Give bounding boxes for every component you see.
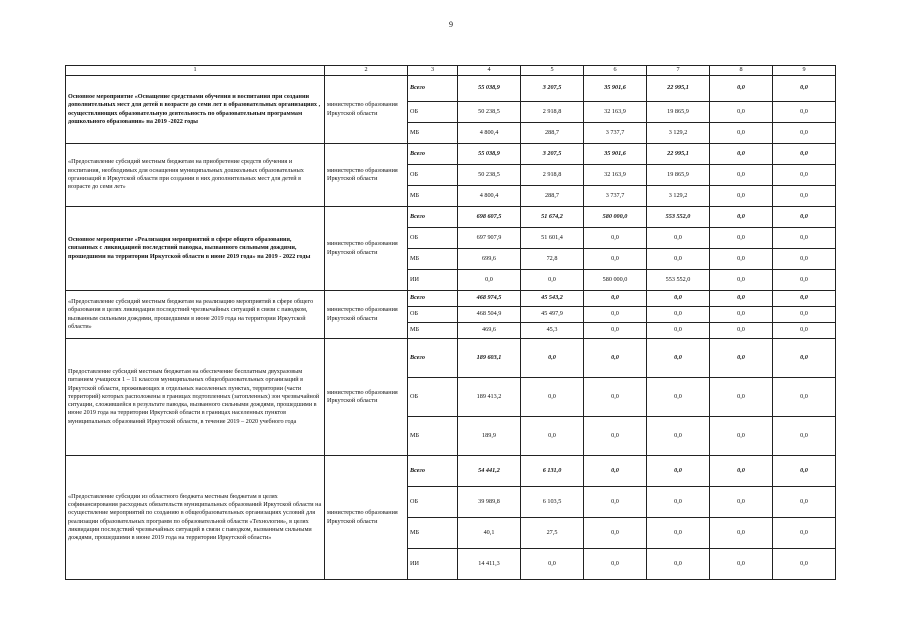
amount-cell: 0,0 [458, 270, 521, 291]
amount-cell: 0,0 [773, 339, 836, 378]
amount-cell: 0,0 [710, 186, 773, 207]
header-cell: 4 [458, 66, 521, 76]
amount-cell: 288,7 [521, 186, 584, 207]
amount-cell: 0,0 [710, 307, 773, 323]
amount-cell: 0,0 [773, 456, 836, 487]
amount-cell: 3 207,5 [521, 144, 584, 165]
amount-cell: 3 737,7 [584, 186, 647, 207]
executor: министерство образования Иркутской области [325, 144, 408, 207]
amount-cell: 0,0 [710, 518, 773, 549]
funding-source: Всего [408, 339, 458, 378]
amount-cell: 469,6 [458, 323, 521, 339]
amount-cell: 0,0 [773, 417, 836, 456]
funding-source: МБ [408, 323, 458, 339]
amount-cell: 3 129,2 [647, 123, 710, 144]
measure-name: «Предоставление субсидий местным бюджетам на реализацию мероприятий в сфере общего образования в целях ликвидации последствий чрезвычайных ситуаций в связи с паводком, вызванным сильными дождями, прошедшими в июне 2019 года на территории Иркутской области» [66, 291, 325, 339]
amount-cell: 0,0 [584, 323, 647, 339]
amount-cell: 45 543,2 [521, 291, 584, 307]
amount-cell: 0,0 [710, 487, 773, 518]
amount-cell: 0,0 [710, 417, 773, 456]
amount-cell: 288,7 [521, 123, 584, 144]
amount-cell: 72,8 [521, 249, 584, 270]
amount-cell: 0,0 [710, 323, 773, 339]
amount-cell: 0,0 [584, 378, 647, 417]
amount-cell: 0,0 [584, 487, 647, 518]
amount-cell: 0,0 [773, 291, 836, 307]
measure-name: Основное мероприятие «Реализация мероприятий в сфере общего образования, связанных с ликвидацией последствий паводка, вызванного сильными дождями, прошедшими на территории Иркутской области в июне 2019 года» на 2019 - 2022 годы [66, 207, 325, 291]
amount-cell: 50 238,5 [458, 102, 521, 123]
amount-cell: 0,0 [773, 487, 836, 518]
amount-cell: 45,3 [521, 323, 584, 339]
amount-cell: 3 737,7 [584, 123, 647, 144]
amount-cell: 32 163,9 [584, 102, 647, 123]
amount-cell: 0,0 [773, 76, 836, 102]
amount-cell: 0,0 [710, 102, 773, 123]
funding-source: ОБ [408, 228, 458, 249]
amount-cell: 553 552,0 [647, 207, 710, 228]
amount-cell: 553 552,0 [647, 270, 710, 291]
amount-cell: 0,0 [521, 378, 584, 417]
amount-cell: 0,0 [710, 249, 773, 270]
page-number: 9 [449, 20, 453, 29]
amount-cell: 189 413,2 [458, 378, 521, 417]
funding-source: МБ [408, 417, 458, 456]
table-body [66, 76, 836, 580]
amount-cell: 0,0 [584, 307, 647, 323]
amount-cell: 22 995,1 [647, 76, 710, 102]
amount-cell: 6 103,5 [521, 487, 584, 518]
amount-cell: 2 918,8 [521, 102, 584, 123]
amount-cell: 0,0 [521, 549, 584, 580]
funding-source: ОБ [408, 307, 458, 323]
amount-cell: 0,0 [647, 456, 710, 487]
table-row [66, 456, 836, 487]
header-cell: 6 [584, 66, 647, 76]
amount-cell: 0,0 [584, 228, 647, 249]
amount-cell: 40,1 [458, 518, 521, 549]
amount-cell: 55 038,9 [458, 76, 521, 102]
amount-cell: 0,0 [773, 207, 836, 228]
amount-cell: 189,9 [458, 417, 521, 456]
amount-cell: 4 800,4 [458, 123, 521, 144]
header-cell: 8 [710, 66, 773, 76]
amount-cell: 0,0 [710, 123, 773, 144]
measure-name: Основное мероприятие «Оснащение средствами обучения и воспитания при создании дополнительных мест для детей в возрасте до семи лет в образовательных организациях , осуществляющих образовательную деятельность по образовательным программам дошкольного образования» на 2019 -2022 годы [66, 76, 325, 144]
amount-cell: 14 411,3 [458, 549, 521, 580]
funding-source: ОБ [408, 378, 458, 417]
amount-cell: 54 441,2 [458, 456, 521, 487]
executor: министерство образования Иркутской области [325, 76, 408, 144]
amount-cell: 468 974,5 [458, 291, 521, 307]
amount-cell: 0,0 [647, 323, 710, 339]
funding-source: ОБ [408, 165, 458, 186]
amount-cell: 0,0 [647, 228, 710, 249]
funding-source: ИИ [408, 270, 458, 291]
header-cell: 1 [66, 66, 325, 76]
measure-name: «Предоставление субсидий местным бюджетам на приобретение средств обучения и воспитания, необходимых для оснащения муниципальных дошкольных образовательных организаций в Иркутской области при создании в них дополнительных мест для детей в возрасте до семи лет» [66, 144, 325, 207]
amount-cell: 22 995,1 [647, 144, 710, 165]
funding-source: ОБ [408, 487, 458, 518]
amount-cell: 0,0 [710, 76, 773, 102]
amount-cell: 580 000,0 [584, 270, 647, 291]
measure-name: «Предоставление субсидии из областного бюджета местным бюджетам в целях софинансирования расходных обязательств муниципальных образований Иркутской области на осуществление мероприятий по созданию в общеобразовательных организациях условий для реализации образовательных программ по образовательной области «Технология», в целях ликвидации последствий чрезвычайных ситуаций в связи с паводком, вызванным сильными дождями, прошедшими в июне 2019 года на территории Иркутской области» [66, 456, 325, 580]
header-cell: 3 [408, 66, 458, 76]
amount-cell: 0,0 [647, 378, 710, 417]
amount-cell: 0,0 [773, 102, 836, 123]
funding-source: Всего [408, 207, 458, 228]
amount-cell: 50 238,5 [458, 165, 521, 186]
amount-cell: 0,0 [773, 518, 836, 549]
amount-cell: 19 865,9 [647, 102, 710, 123]
amount-cell: 468 504,9 [458, 307, 521, 323]
executor: министерство образования Иркутской области [325, 291, 408, 339]
amount-cell: 0,0 [710, 291, 773, 307]
amount-cell: 51 674,2 [521, 207, 584, 228]
amount-cell: 0,0 [584, 417, 647, 456]
amount-cell: 45 497,9 [521, 307, 584, 323]
header-row [66, 66, 836, 76]
amount-cell: 0,0 [584, 249, 647, 270]
amount-cell: 3 129,2 [647, 186, 710, 207]
table-row [66, 76, 836, 102]
funding-source: МБ [408, 123, 458, 144]
amount-cell: 35 901,6 [584, 76, 647, 102]
table-row [66, 207, 836, 228]
amount-cell: 0,0 [710, 270, 773, 291]
amount-cell: 0,0 [584, 291, 647, 307]
program-table [65, 65, 836, 580]
amount-cell: 0,0 [710, 144, 773, 165]
funding-source: МБ [408, 518, 458, 549]
amount-cell: 0,0 [710, 207, 773, 228]
funding-source: Всего [408, 456, 458, 487]
amount-cell: 0,0 [647, 249, 710, 270]
table-row [66, 291, 836, 307]
amount-cell: 0,0 [773, 549, 836, 580]
header-cell: 5 [521, 66, 584, 76]
amount-cell: 0,0 [773, 307, 836, 323]
amount-cell: 0,0 [647, 307, 710, 323]
amount-cell: 0,0 [773, 249, 836, 270]
amount-cell: 0,0 [773, 228, 836, 249]
amount-cell: 0,0 [773, 270, 836, 291]
amount-cell: 0,0 [647, 518, 710, 549]
amount-cell: 699,6 [458, 249, 521, 270]
amount-cell: 0,0 [521, 417, 584, 456]
amount-cell: 0,0 [773, 165, 836, 186]
amount-cell: 35 901,6 [584, 144, 647, 165]
funding-source: МБ [408, 249, 458, 270]
amount-cell: 0,0 [710, 378, 773, 417]
amount-cell: 0,0 [647, 487, 710, 518]
table-row [66, 144, 836, 165]
funding-source: ОБ [408, 102, 458, 123]
executor: министерство образования Иркутской области [325, 456, 408, 580]
funding-source: Всего [408, 144, 458, 165]
amount-cell: 0,0 [773, 323, 836, 339]
amount-cell: 0,0 [710, 549, 773, 580]
amount-cell: 0,0 [647, 291, 710, 307]
amount-cell: 27,5 [521, 518, 584, 549]
amount-cell: 0,0 [647, 339, 710, 378]
header-cell: 7 [647, 66, 710, 76]
amount-cell: 0,0 [710, 228, 773, 249]
amount-cell: 0,0 [647, 549, 710, 580]
amount-cell: 0,0 [773, 123, 836, 144]
funding-source: Всего [408, 76, 458, 102]
amount-cell: 580 000,0 [584, 207, 647, 228]
amount-cell: 3 207,5 [521, 76, 584, 102]
amount-cell: 51 601,4 [521, 228, 584, 249]
amount-cell: 0,0 [584, 549, 647, 580]
amount-cell: 697 907,9 [458, 228, 521, 249]
amount-cell: 0,0 [584, 339, 647, 378]
funding-source: ИИ [408, 549, 458, 580]
amount-cell: 0,0 [773, 144, 836, 165]
amount-cell: 189 603,1 [458, 339, 521, 378]
measure-name: Предоставление субсидий местным бюджетам на обеспечение бесплатным двухразовым питанием учащихся 1 – 11 классов муниципальных общеобразовательных организаций в Иркутской области, проживающих в отдельных населенных пунктах, территории (части территорий) которых расположены в границах подтопленных (затопленных) зон чрезвычайной ситуации, сложившейся в результате паводка, вызванного сильными дождями, прошедшими в июне 2019 года на территории Иркутской области в границах населенных пунктов муниципальных образований Иркутской области, в течение 2019 – 2020 учебного года [66, 339, 325, 456]
table-row [66, 339, 836, 378]
amount-cell: 32 163,9 [584, 165, 647, 186]
header-cell: 2 [325, 66, 408, 76]
funding-source: Всего [408, 291, 458, 307]
amount-cell: 0,0 [584, 456, 647, 487]
amount-cell: 55 038,9 [458, 144, 521, 165]
amount-cell: 698 607,5 [458, 207, 521, 228]
executor: министерство образования Иркутской области [325, 207, 408, 291]
amount-cell: 6 131,0 [521, 456, 584, 487]
amount-cell: 0,0 [710, 165, 773, 186]
amount-cell: 39 989,8 [458, 487, 521, 518]
amount-cell: 0,0 [710, 456, 773, 487]
amount-cell: 19 865,9 [647, 165, 710, 186]
amount-cell: 0,0 [521, 270, 584, 291]
amount-cell: 0,0 [521, 339, 584, 378]
amount-cell: 2 918,8 [521, 165, 584, 186]
amount-cell: 0,0 [584, 518, 647, 549]
executor: министерство образования Иркутской области [325, 339, 408, 456]
amount-cell: 0,0 [773, 186, 836, 207]
amount-cell: 4 800,4 [458, 186, 521, 207]
amount-cell: 0,0 [773, 378, 836, 417]
header-cell: 9 [773, 66, 836, 76]
amount-cell: 0,0 [647, 417, 710, 456]
amount-cell: 0,0 [710, 339, 773, 378]
funding-source: МБ [408, 186, 458, 207]
